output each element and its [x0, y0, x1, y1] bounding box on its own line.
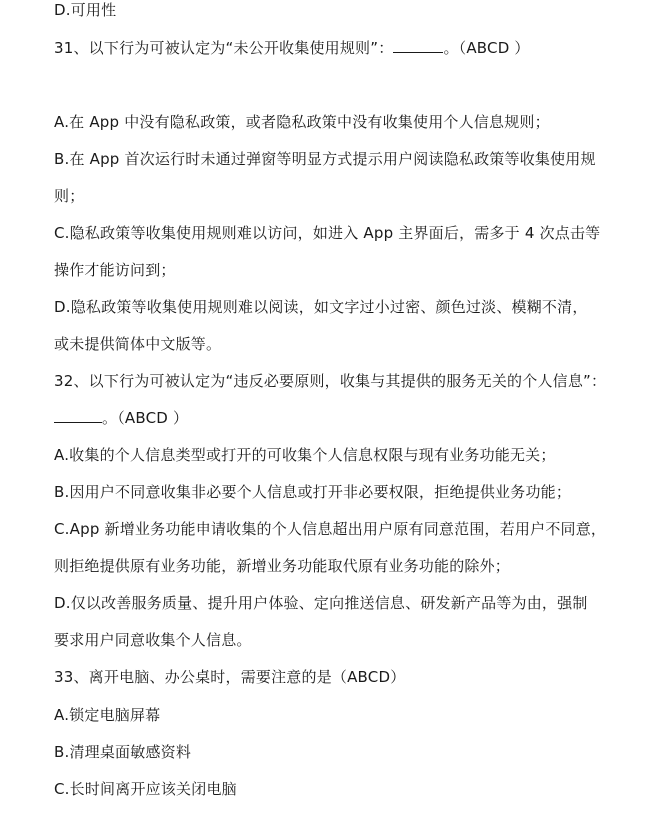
q31-answer-blank: [393, 38, 443, 53]
q31-option-c-line2: 操作才能访问到；: [54, 261, 176, 279]
q31-option-a: A.在 App 中没有隐私政策，或者隐私政策中没有收集使用个人信息规则；: [54, 113, 550, 131]
q31-option-b-line1: B.在 App 首次运行时未通过弹窗等明显方式提示用户阅读隐私政策等收集使用规: [54, 150, 596, 168]
q31-option-d-line2: 或未提供简体中文版等。: [54, 335, 222, 353]
q33-option-c: C.长时间离开应该关闭电脑: [54, 780, 237, 798]
q32-option-a: A.收集的个人信息类型或打开的可收集个人信息权限与现有业务功能无关；: [54, 446, 556, 464]
q31-stem-text: 31、以下行为可被认定为“未公开收集使用规则”：: [54, 39, 394, 57]
q33-option-b: B.清理桌面敏感资料: [54, 743, 192, 761]
q32-option-c-line2: 则拒绝提供原有业务功能，新增业务功能取代原有业务功能的除外；: [54, 557, 511, 575]
q31-stem: [54, 38, 644, 58]
q32-option-b: B.因用户不同意收集非必要个人信息或打开非必要权限，拒绝提供业务功能；: [54, 483, 572, 501]
q33-stem: 33、离开电脑、办公桌时，需要注意的是（ABCD）: [54, 668, 406, 686]
q32-option-d-line2: 要求用户同意收集个人信息。: [54, 631, 252, 649]
q32-answer-line: [54, 408, 644, 428]
q32-answer: 。（ABCD ）: [102, 409, 189, 427]
q32-stem: 32、以下行为可被认定为“违反必要原则，收集与其提供的服务无关的个人信息”：: [54, 372, 607, 390]
q30-option-d: D.可用性: [54, 1, 117, 19]
q31-answer: 。（ABCD ）: [443, 39, 530, 57]
q31-option-c-line1: C.隐私政策等收集使用规则难以访问，如进入 App 主界面后，需多于 4 次点击等: [54, 224, 601, 242]
q31-option-d-line1: D.隐私政策等收集使用规则难以阅读，如文字过小过密、颜色过淡、模糊不清，: [54, 298, 588, 316]
q31-option-b-line2: 则；: [54, 187, 85, 205]
q32-option-d-line1: D.仅以改善服务质量、提升用户体验、定向推送信息、研发新产品等为由，强制: [54, 594, 588, 612]
q32-option-c-line1: C.App 新增业务功能申请收集的个人信息超出用户原有同意范围，若用户不同意，: [54, 520, 607, 538]
q32-answer-blank: [54, 408, 102, 423]
q33-option-a: A.锁定电脑屏幕: [54, 706, 161, 724]
